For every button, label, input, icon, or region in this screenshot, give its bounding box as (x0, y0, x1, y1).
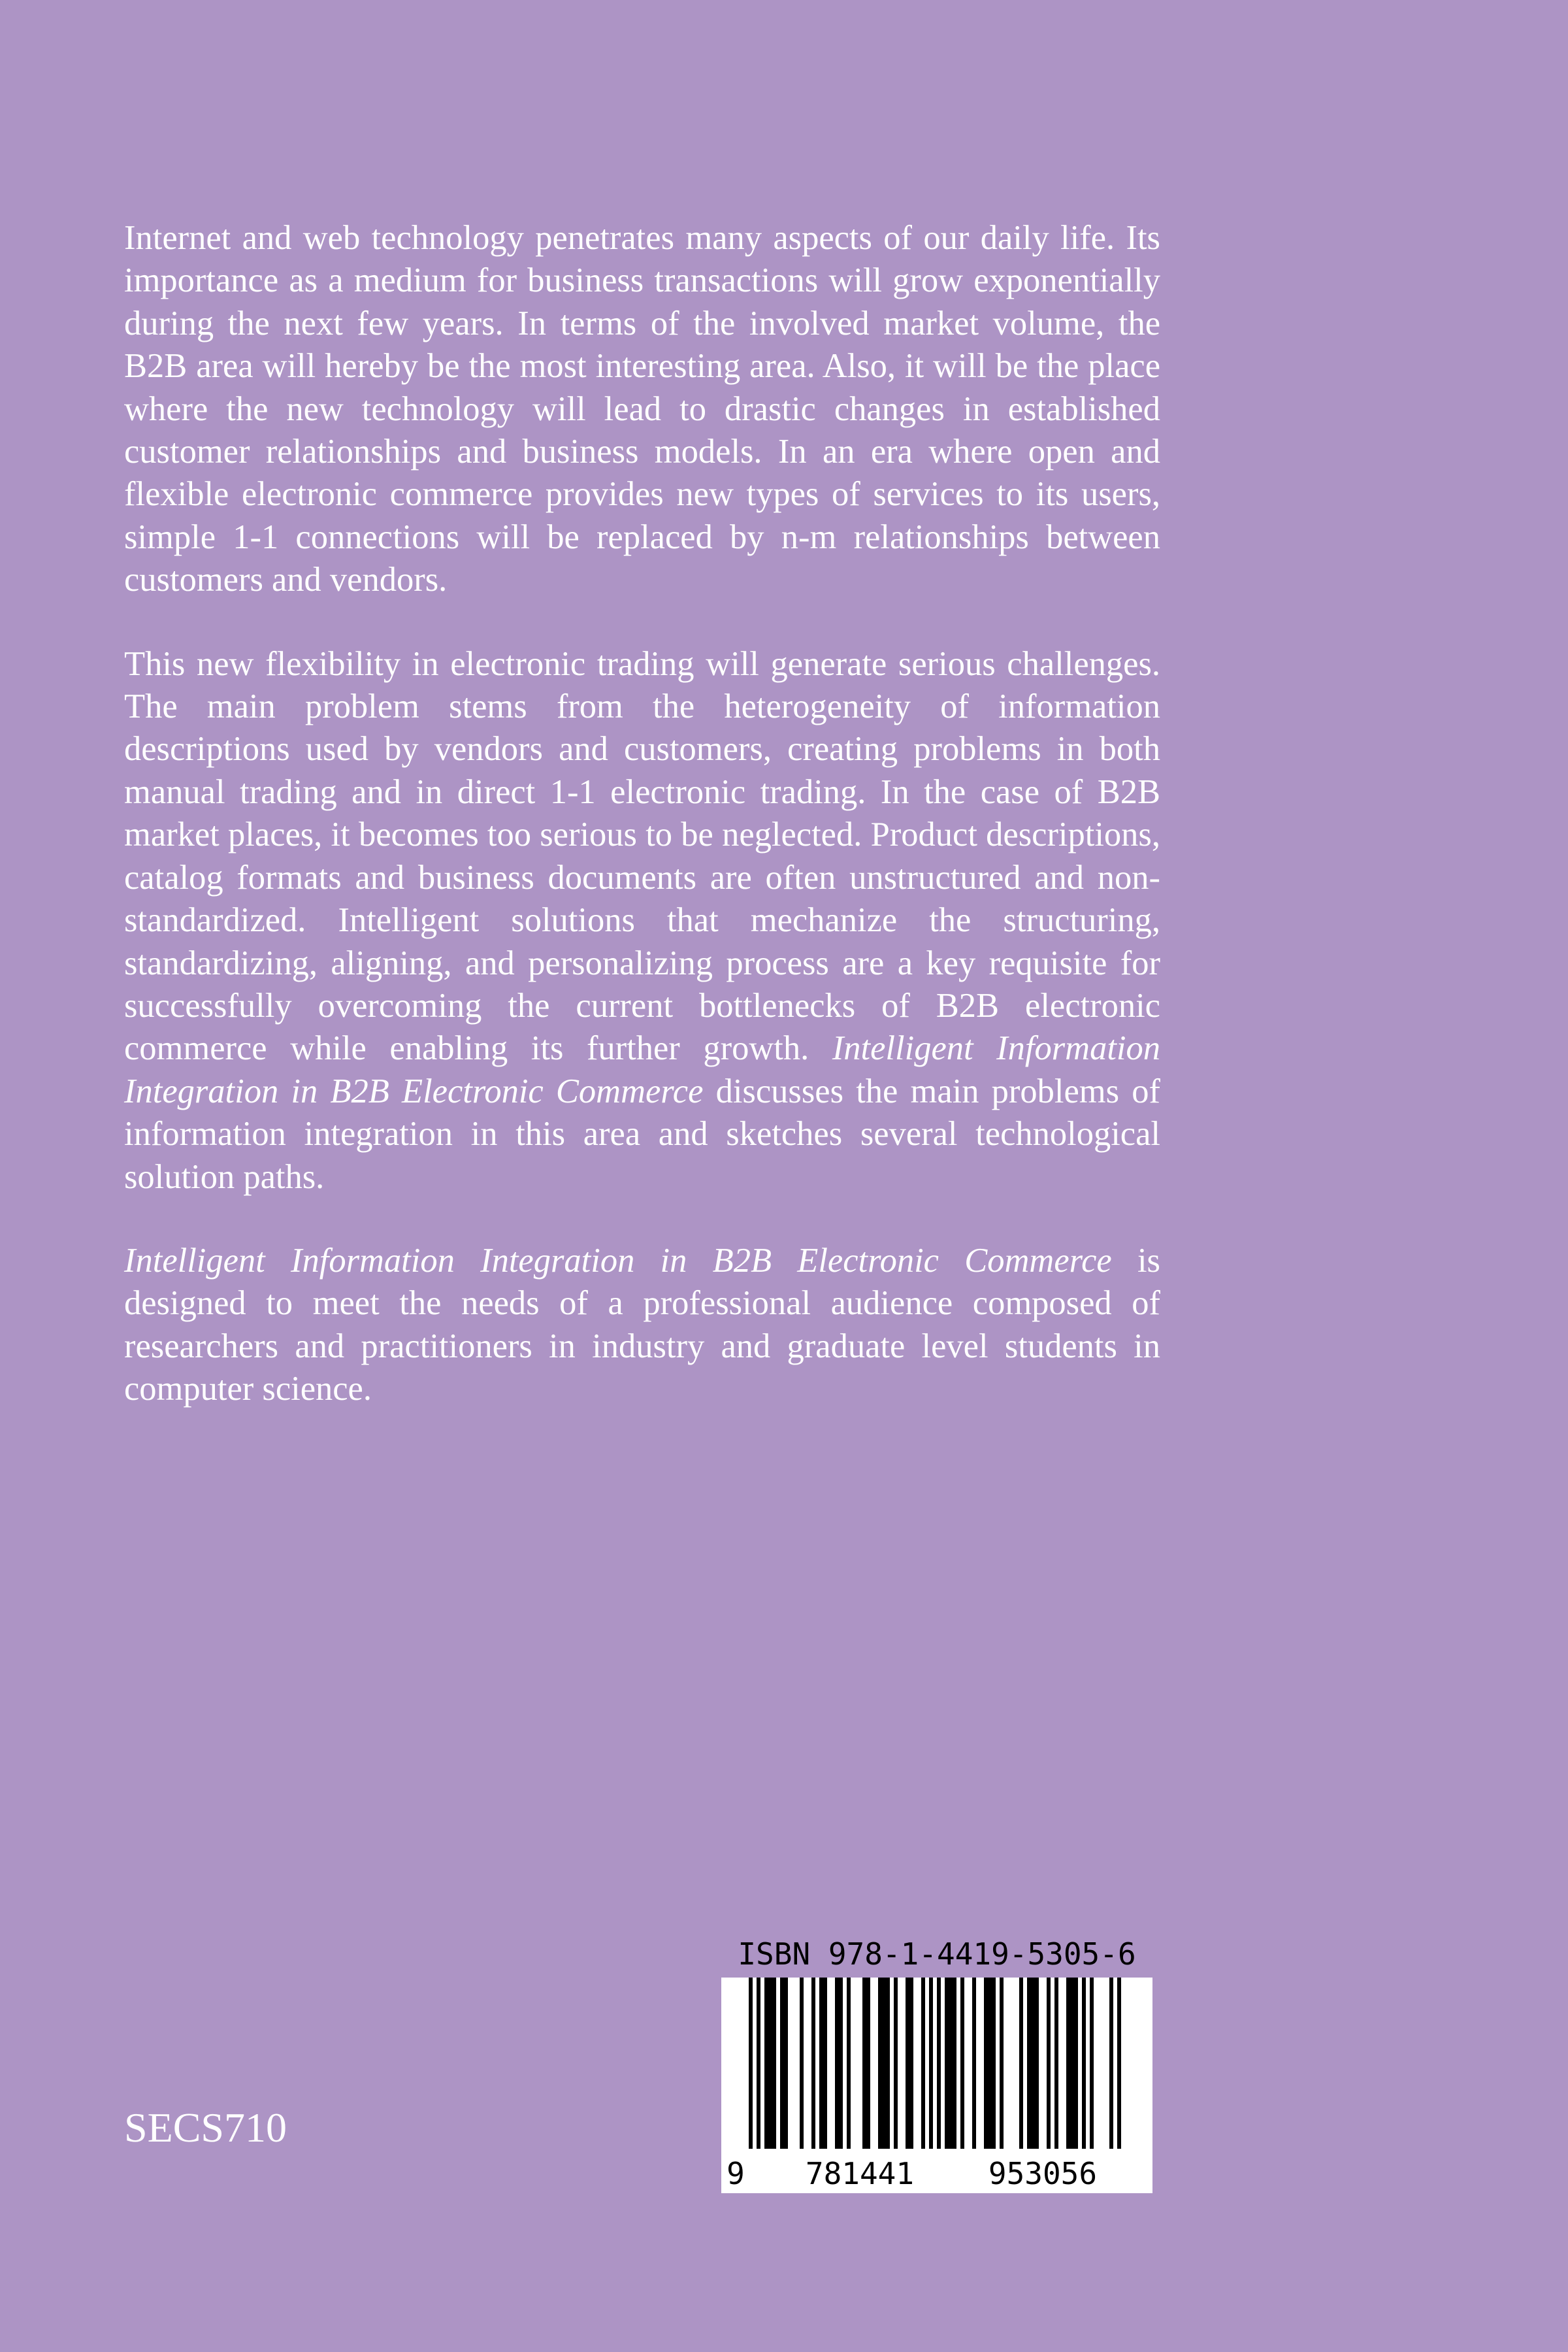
paragraph-2-book-title: Intelligent Information Integration in B2B Electronic Commerce (124, 1029, 1160, 1110)
barcode-graphic (721, 1978, 1152, 2193)
blurb-paragraph-3 (124, 1240, 1160, 1411)
back-cover-blurb (124, 217, 1160, 1452)
barcode-bar (1082, 1978, 1086, 2151)
blurb-paragraph-1 (124, 217, 1160, 602)
barcode-bar (1035, 1978, 1039, 2151)
barcode-bar (1031, 1978, 1035, 2151)
barcode-bar (764, 1978, 768, 2151)
barcode-bar (906, 1978, 909, 2151)
barcode-first-digit: 9 (727, 2156, 745, 2191)
barcode-bar (866, 1978, 870, 2151)
isbn-label: ISBN 978-1-4419-5305-6 (738, 1936, 1136, 1972)
ean13-barcode (721, 1978, 1152, 2193)
paragraph-3-text: is designed to meet the needs of a professional audience composed of researchers and practitioners in industry and graduate level students in computer science. (124, 1241, 1160, 1408)
barcode-bar (1000, 1978, 1004, 2151)
barcode-bar (772, 1978, 776, 2151)
barcode-bar (992, 1978, 996, 2151)
barcode-bar (1066, 1978, 1070, 2151)
barcode-bar (1090, 1978, 1094, 2151)
barcode-bar (819, 1978, 823, 2151)
barcode-bar (921, 1978, 925, 2151)
barcode-bar (862, 1978, 866, 2151)
barcode-guard-bar (749, 1978, 753, 2174)
barcode-bar (988, 1978, 992, 2151)
barcode-bar (1070, 1978, 1074, 2151)
barcode-bar (780, 1978, 784, 2151)
barcode-bar (1027, 1978, 1031, 2151)
barcode-bar (1019, 1978, 1023, 2151)
barcode-bar (768, 1978, 772, 2151)
barcode-bar (945, 1978, 949, 2151)
paragraph-2-text-end: discusses the main problems of information integration in this area and sketches several technological solution paths. (124, 1072, 1160, 1196)
barcode-bar (823, 1978, 827, 2151)
barcode-guard-bar (937, 1978, 941, 2174)
barcode-bar (835, 1978, 839, 2151)
barcode-bar (839, 1978, 843, 2151)
barcode-bar (882, 1978, 886, 2151)
barcode-bar (909, 1978, 913, 2151)
barcode-guard-bar (1117, 1978, 1121, 2174)
barcode-right-digits: 953056 (988, 2156, 1098, 2191)
barcode-bar (972, 1978, 976, 2151)
barcode-bar (811, 1978, 815, 2151)
barcode-bar (1047, 1978, 1051, 2151)
series-code: SECS710 (124, 2104, 287, 2151)
barcode-bar (847, 1978, 851, 2151)
barcode-left-digits: 781441 (805, 2156, 915, 2191)
barcode-bar (953, 1978, 956, 2151)
isbn-barcode-block (721, 1934, 1152, 2196)
barcode-bar (886, 1978, 890, 2151)
barcode-bar (984, 1978, 988, 2151)
blurb-paragraph-2 (124, 643, 1160, 1199)
barcode-bar (1074, 1978, 1078, 2151)
barcode-bar (800, 1978, 804, 2151)
barcode-bar (949, 1978, 953, 2151)
barcode-guard-bar (929, 1978, 933, 2174)
barcode-bar (784, 1978, 788, 2151)
barcode-bar (878, 1978, 882, 2151)
barcode-guard-bar (757, 1978, 760, 2174)
barcode-bar (894, 1978, 898, 2151)
paragraph-2-text-start: This new flexibility in electronic trading will generate serious challenges. The main problem stems from the heterogeneity of information descriptions used by vendors and customers, creating problems in both manual trading and in direct 1-1 electronic trading. In the case of B2B market places, it becomes too serious to be neglected. Product descriptions, catalog formats and business documents are often unstructured and non-standardized. Intelligent solutions that mechanize the structuring, standardizing, aligning, and personalizing process are a key requisite for successfully overcoming the current bottlenecks of B2B electronic commerce while enabling its further growth. (124, 644, 1160, 1068)
paragraph-1-text: Internet and web technology penetrates many aspects of our daily life. Its importance as a medium for business transactions will grow exponentially during the next few years. In terms of the involved market volume, the B2B area will hereby be the most interesting area. Also, it will be the place where the new technology will lead to drastic changes in established customer relationships and business models. In an era where open and flexible electronic commerce provides new types of services to its users, simple 1-1 connections will be replaced by n-m relationships between customers and vendors. (124, 219, 1160, 599)
barcode-bar (960, 1978, 964, 2151)
barcode-bar (1054, 1978, 1058, 2151)
paragraph-3-book-title: Intelligent Information Integration in B2B Electronic Commerce (124, 1241, 1112, 1280)
barcode-guard-bar (1109, 1978, 1113, 2174)
